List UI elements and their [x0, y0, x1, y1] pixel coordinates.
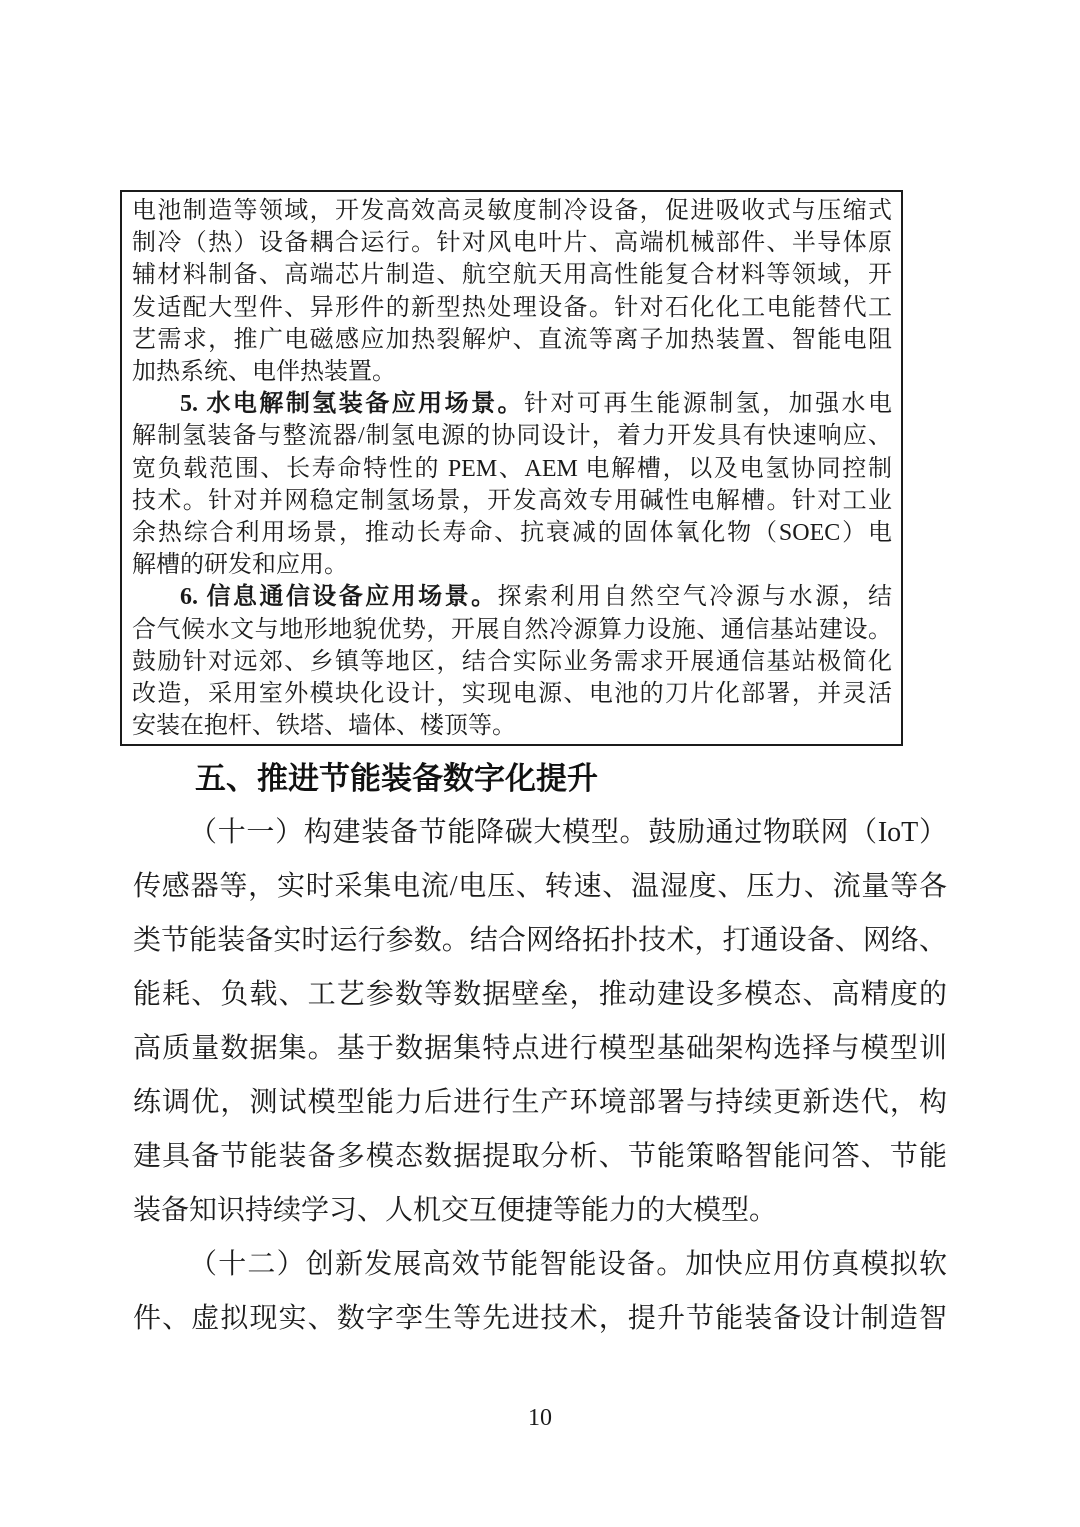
line-text: 建具备节能装备多模态数据提取分析、节能策略智能问答、节能 — [133, 1141, 947, 1172]
box-text-line — [132, 195, 892, 227]
box-text-line — [132, 388, 892, 420]
line-text: 能耗、负载、工艺参数等数据壁垒，推动建设多模态、高精度的 — [133, 979, 947, 1010]
line-text: （十一）构建装备节能降碳大模型。鼓励通过物联网（IoT） — [189, 817, 947, 848]
box-text-line — [132, 485, 892, 517]
line-text: 艺需求，推广电磁感应加热裂解炉、直流等离子加热装置、智能电阻 — [132, 326, 892, 353]
line-text: 练调优，测试模型能力后进行生产环境部署与持续更新迭代，构 — [133, 1087, 947, 1118]
box-text-line — [132, 420, 892, 452]
line-text: （十二）创新发展高效节能智能设备。加快应用仿真模拟软 — [189, 1249, 947, 1280]
line-text: 改造，采用室外模块化设计，实现电源、电池的刀片化部署，并灵活 — [132, 681, 892, 708]
line-text: 发适配大型件、异形件的新型热处理设备。针对石化化工电能替代工 — [132, 294, 892, 321]
body-text-line — [133, 1238, 947, 1292]
line-text: 传感器等，实时采集电流/电压、转速、温湿度、压力、流量等各 — [133, 871, 947, 902]
box-text-line — [132, 646, 892, 678]
box-text-line — [132, 710, 892, 742]
body-text-line — [133, 914, 947, 968]
line-text: 类节能装备实时运行参数。结合网络拓扑技术，打通设备、网络、 — [133, 925, 947, 956]
line-text: 装备知识持续学习、人机交互便捷等能力的大模型。 — [133, 1195, 778, 1226]
line-text: 技术。针对并网稳定制氢场景，开发高效专用碱性电解槽。针对工业 — [132, 487, 892, 514]
body-text — [133, 806, 947, 1346]
line-text: 电池制造等领域，开发高效高灵敏度制冷设备，促进吸收式与压缩式 — [132, 198, 892, 224]
line-text: 安装在抱杆、铁塔、墙体、楼顶等。 — [132, 713, 516, 740]
box-text-line — [132, 517, 892, 549]
box-text-line — [132, 324, 892, 356]
body-text-line — [133, 1076, 947, 1130]
box-text-line — [132, 227, 892, 259]
body-text-line — [133, 806, 947, 860]
line-text: 余热综合利用场景，推动长寿命、抗衰减的固体氧化物（SOEC）电 — [132, 520, 892, 547]
box-text-line — [132, 292, 892, 324]
line-text: 制冷（热）设备耦合运行。针对风电叶片、高端机械部件、半导体原 — [132, 230, 892, 257]
body-text-line — [133, 1184, 947, 1238]
body-text-line — [133, 1022, 947, 1076]
body-text-line — [133, 860, 947, 914]
line-text: 针对可再生能源制氢，加强水电 — [524, 391, 892, 418]
line-text: 件、虚拟现实、数字孪生等先进技术，提升节能装备设计制造智 — [133, 1303, 947, 1334]
bold-lead-in: 6. 信息通信设备应用场景。 — [180, 584, 498, 611]
section-heading: 五、推进节能装备数字化提升 — [195, 761, 598, 796]
line-text: 解槽的研发和应用。 — [132, 552, 348, 579]
line-text: 宽负载范围、长寿命特性的 PEM、AEM 电解槽，以及电氢协同控制 — [132, 455, 892, 482]
bold-lead-in: 5. 水电解制氢装备应用场景。 — [180, 391, 524, 418]
box-text-line — [132, 614, 892, 646]
line-text: 辅材料制备、高端芯片制造、航空航天用高性能复合材料等领域，开 — [132, 262, 892, 289]
line-text: 加热系统、电伴热装置。 — [132, 359, 396, 386]
box-text-line — [132, 581, 892, 613]
box-text-line — [132, 678, 892, 710]
line-text: 高质量数据集。基于数据集特点进行模型基础架构选择与模型训 — [133, 1033, 947, 1064]
box-text-line — [132, 356, 892, 388]
callout-box — [120, 190, 903, 746]
line-text: 鼓励针对远郊、乡镇等地区，结合实际业务需求开展通信基站极简化 — [132, 648, 892, 675]
line-text: 合气候水文与地形地貌优势，开展自然冷源算力设施、通信基站建设。 — [132, 616, 892, 643]
body-text-line — [133, 1130, 947, 1184]
body-text-line — [133, 968, 947, 1022]
line-text: 探索利用自然空气冷源与水源，结 — [497, 584, 893, 611]
box-text-line — [132, 259, 892, 291]
page-number: 10 — [528, 1405, 552, 1431]
line-text: 解制氢装备与整流器/制氢电源的协同设计，着力开发具有快速响应、 — [132, 423, 892, 450]
body-text-line — [133, 1292, 947, 1346]
box-text-line — [132, 549, 892, 581]
box-text-line — [132, 453, 892, 485]
